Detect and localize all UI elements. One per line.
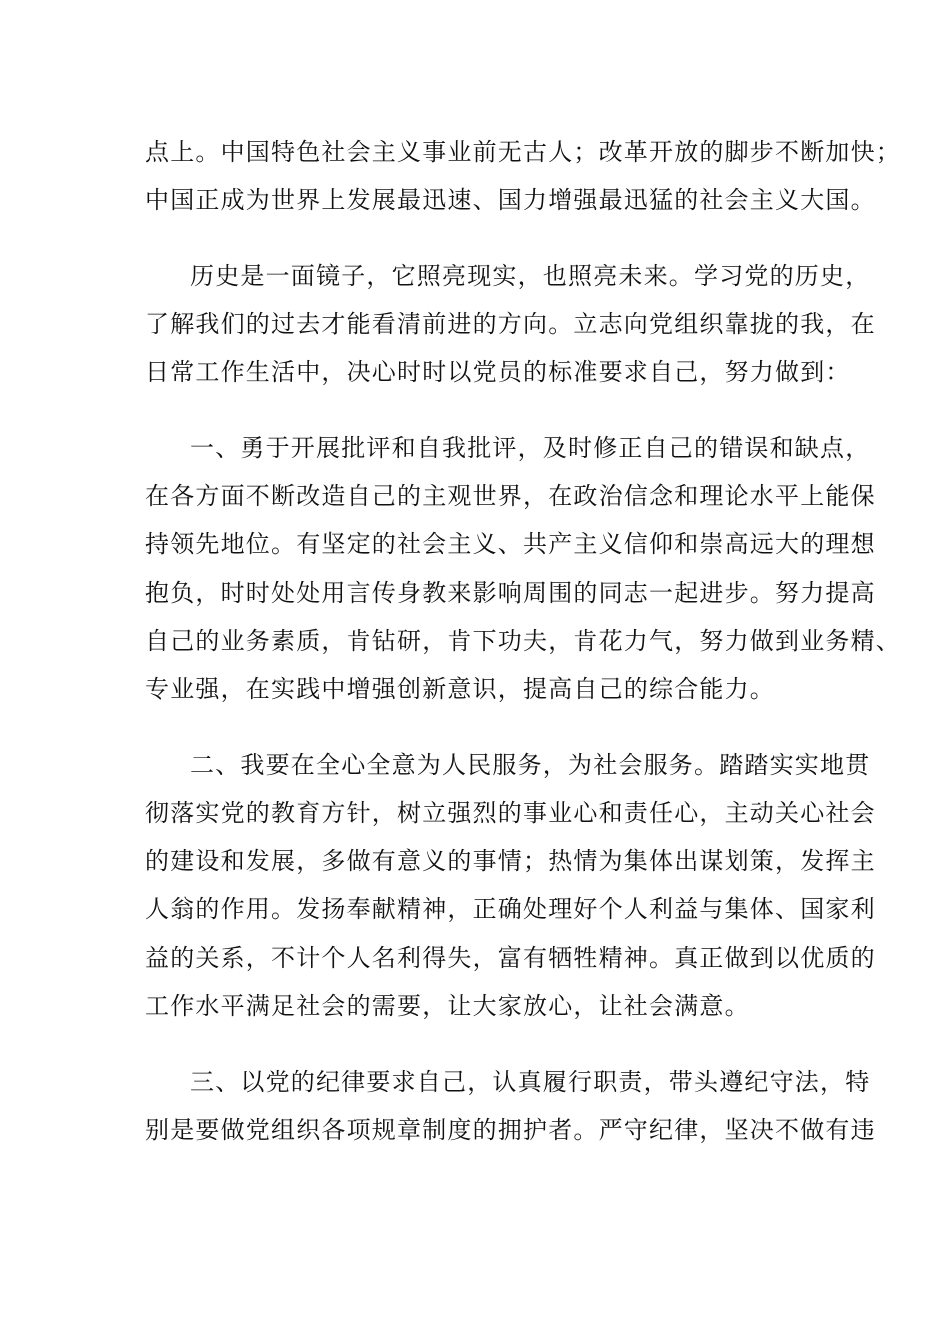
text-line: 中国正成为世界上发展最迅速、国力增强最迅猛的社会主义大国。 [145, 186, 876, 214]
text-line: 别是要做党组织各项规章制度的拥护者。严守纪律，坚决不做有违 [145, 1116, 876, 1144]
text-line: 抱负，时时处处用言传身教来影响周围的同志一起进步。努力提高 [145, 579, 876, 607]
text-line: 益的关系，不计个人名利得失，富有牺牲精神。真正做到以优质的 [145, 944, 876, 972]
text-line: 专业强，在实践中增强创新意识，提高自己的综合能力。 [145, 675, 775, 703]
text-line: 一、勇于开展批评和自我批评，及时修正自己的错误和缺点， [190, 434, 871, 462]
text-line: 历史是一面镜子，它照亮现实，也照亮未来。学习党的历史， [190, 262, 871, 290]
text-line: 点上。中国特色社会主义事业前无古人；改革开放的脚步不断加快； [145, 138, 901, 166]
text-line: 三、以党的纪律要求自己，认真履行职责，带头遵纪守法，特 [190, 1068, 871, 1096]
text-line: 自己的业务素质，肯钻研，肯下功夫，肯花力气，努力做到业务精、 [145, 627, 901, 655]
text-line: 在各方面不断改造自己的主观世界，在政治信念和理论水平上能保 [145, 482, 876, 510]
text-line: 了解我们的过去才能看清前进的方向。立志向党组织靠拢的我，在 [145, 310, 876, 338]
text-line: 彻落实党的教育方针，树立强烈的事业心和责任心，主动关心社会 [145, 799, 876, 827]
text-line: 的建设和发展，多做有意义的事情；热情为集体出谋划策，发挥主 [145, 847, 876, 875]
text-line: 持领先地位。有坚定的社会主义、共产主义信仰和崇高远大的理想 [145, 530, 876, 558]
text-line: 日常工作生活中，决心时时以党员的标准要求自己，努力做到： [145, 358, 851, 386]
text-line: 人翁的作用。发扬奉献精神，正确处理好个人利益与集体、国家利 [145, 895, 876, 923]
text-line: 二、我要在全心全意为人民服务，为社会服务。踏踏实实地贯 [190, 751, 871, 779]
text-line: 工作水平满足社会的需要，让大家放心，让社会满意。 [145, 992, 750, 1020]
